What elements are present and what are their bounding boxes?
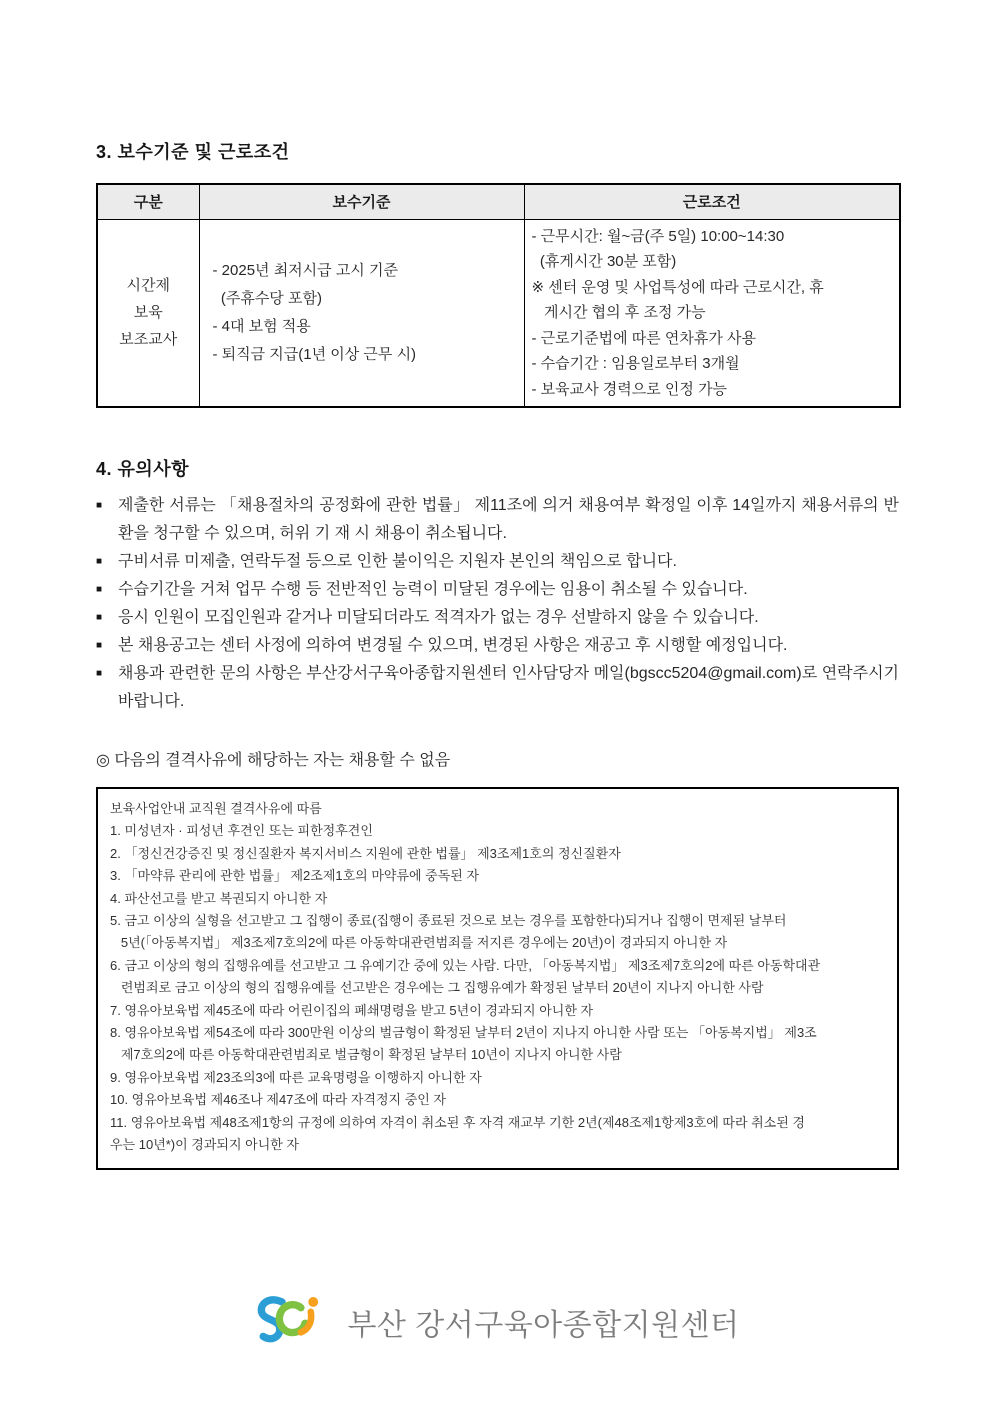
condition-line: - 근로기준법에 따른 연차휴가 사용 <box>531 329 757 347</box>
condition-line: - 수습기간 : 임용일로부터 3개월 <box>531 355 740 372</box>
disqualification-line: 보육사업안내 교직원 결격사유에 따름 <box>110 801 322 816</box>
notice-item <box>96 548 899 576</box>
table-row <box>97 219 900 407</box>
notice-item <box>96 576 899 604</box>
pay-line: - 2025년 최저시급 고시 기준 <box>212 261 398 279</box>
notice-text: 제출한 서류는 「채용절차의 공정화에 관한 법률」 제11조에 의거 채용여부 확정일 이후 14일까지 채용서류의 반환을 청구할 수 있으며, 허위 기 재 시 채용이 취소됩니다. <box>118 497 899 542</box>
square-bullet-icon: ■ <box>96 500 103 511</box>
condition-line: - 보육교사 경력으로 인정 가능 <box>531 380 728 398</box>
notice-text: 구비서류 미제출, 연락두절 등으로 인한 불이익은 지원자 본인의 책임으로 합니다. <box>118 553 677 570</box>
category-line: 보조교사 <box>119 331 178 349</box>
notice-text: 본 채용공고는 센터 사정에 의하여 변경될 수 있으며, 변경된 사항은 재공고 후 시행할 예정입니다. <box>118 637 788 654</box>
disqualification-line: 4. 파산선고를 받고 복권되지 아니한 자 <box>110 890 328 906</box>
section4-heading: 4. 유의사항 <box>96 459 190 479</box>
pay-line: - 퇴직금 지급(1년 이상 근무 시) <box>212 345 417 363</box>
disqualification-line: 5. 금고 이상의 실형을 선고받고 그 집행이 종료(집행이 종료된 것으로 보는 경우를 포함한다)되거나 집행이 면제된 날부터 <box>110 913 787 929</box>
category-line: 보육 <box>133 304 163 322</box>
table-header-row <box>97 184 900 219</box>
square-bullet-icon: ■ <box>96 584 103 595</box>
col-header-pay: 보수기준 <box>199 184 524 219</box>
notice-item <box>96 604 899 632</box>
disqualification-line: 10. 영유아보육법 제46조나 제47조에 따라 자격정지 중인 자 <box>110 1092 446 1108</box>
disqualification-box <box>96 787 899 1170</box>
center-logo-icon <box>255 1291 337 1354</box>
disqualification-line: 2. 「정신건강증진 및 정신질환자 복지서비스 지원에 관한 법률」 제3조제1호의 정신질환자 <box>110 845 621 861</box>
pay-line: (주휴수당 포함) <box>212 289 322 307</box>
notice-text: 채용과 관련한 문의 사항은 부산강서구육아종합지원센터 인사담당자 메일(bgscc5204@gmail.com)로 연락주시기 바랍니다. <box>118 665 899 710</box>
notice-item <box>96 492 899 548</box>
category-cell <box>97 219 199 407</box>
condition-line: - 근무시간: 월~금(주 5일) 10:00~14:30 <box>531 227 785 245</box>
col-header-conditions: 근로조건 <box>524 184 900 219</box>
notice-text: 응시 인원이 모집인원과 같거나 미달되더라도 적격자가 없는 경우 선발하지 않을 수 있습니다. <box>118 609 759 626</box>
disqualification-line: 1. 미성년자 · 피성년 후견인 또는 피한정후견인 <box>110 823 373 839</box>
notice-item <box>96 660 899 716</box>
notice-text: 수습기간을 거쳐 업무 수행 등 전반적인 능력이 미달된 경우에는 임용이 취소될 수 있습니다. <box>118 581 748 598</box>
disqualification-line: 7. 영유아보육법 제45조에 따라 어린이집의 폐쇄명령을 받고 5년이 경과되지 아니한 자 <box>110 1002 594 1018</box>
disqualification-line: 8. 영유아보육법 제54조에 따라 300만원 이상의 벌금형이 확정된 날부터 2년이 지나지 아니한 사람 또는 「아동복지법」 제3조 <box>110 1025 817 1041</box>
disqualification-line: 11. 영유아보육법 제48조제1항의 규정에 의하여 자격이 취소된 후 자격 재교부 기한 2년(제48조제1항제3호에 따라 취소된 경 <box>110 1114 805 1130</box>
square-bullet-icon: ■ <box>96 640 103 651</box>
pay-line: - 4대 보험 적용 <box>212 317 311 335</box>
condition-line: (휴게시간 30분 포함) <box>531 253 677 270</box>
condition-line: ※ 센터 운영 및 사업특성에 따라 근로시간, 휴 <box>531 278 824 296</box>
disqualification-line: 우는 10년*)이 경과되지 아니한 자 <box>110 1137 299 1153</box>
center-logo-text: 부산 강서구육아종합지원센터 <box>347 1309 740 1342</box>
section3-heading: 3. 보수기준 및 근로조건 <box>96 142 290 162</box>
col-header-category: 구분 <box>97 184 199 219</box>
pay-conditions-table <box>96 183 901 408</box>
condition-line: 게시간 협의 후 조정 가능 <box>531 304 706 321</box>
disqualification-line: 제7호의2에 따른 아동학대관련범죄로 벌금형이 확정된 날부터 10년이 지나지 아니한 사람 <box>110 1047 622 1063</box>
disqualification-line: 련범죄로 금고 이상의 형의 집행유예를 선고받은 경우에는 그 집행유예가 확정된 날부터 20년이 지나지 아니한 사람 <box>110 980 764 996</box>
disqualification-line: 9. 영유아보육법 제23조의3에 따른 교육명령을 이행하지 아니한 자 <box>110 1069 482 1085</box>
square-bullet-icon: ■ <box>96 668 103 679</box>
category-line: 시간제 <box>126 277 170 295</box>
disqualification-line: 3. 「마약류 관리에 관한 법률」 제2조제1호의 마약류에 중독된 자 <box>110 868 480 884</box>
disqualification-lead: ◎ 다음의 결격사유에 해당하는 자는 채용할 수 없음 <box>96 752 451 769</box>
disqualification-line: 6. 금고 이상의 형의 집행유예를 선고받고 그 유예기간 중에 있는 사람. 다만, 「아동복지법」 제3조제7호의2에 따른 아동학대관 <box>110 957 821 973</box>
pay-cell <box>199 219 524 407</box>
disqualification-line: 5년(「아동복지법」 제3조제7호의2에 따른 아동학대관련범죄를 저지른 경우에는 20년)이 경과되지 아니한 자 <box>110 935 728 951</box>
square-bullet-icon: ■ <box>96 556 103 567</box>
square-bullet-icon: ■ <box>96 612 103 623</box>
notice-list <box>96 492 899 716</box>
notice-item <box>96 632 899 660</box>
conditions-cell <box>524 219 900 407</box>
footer <box>96 1291 899 1354</box>
